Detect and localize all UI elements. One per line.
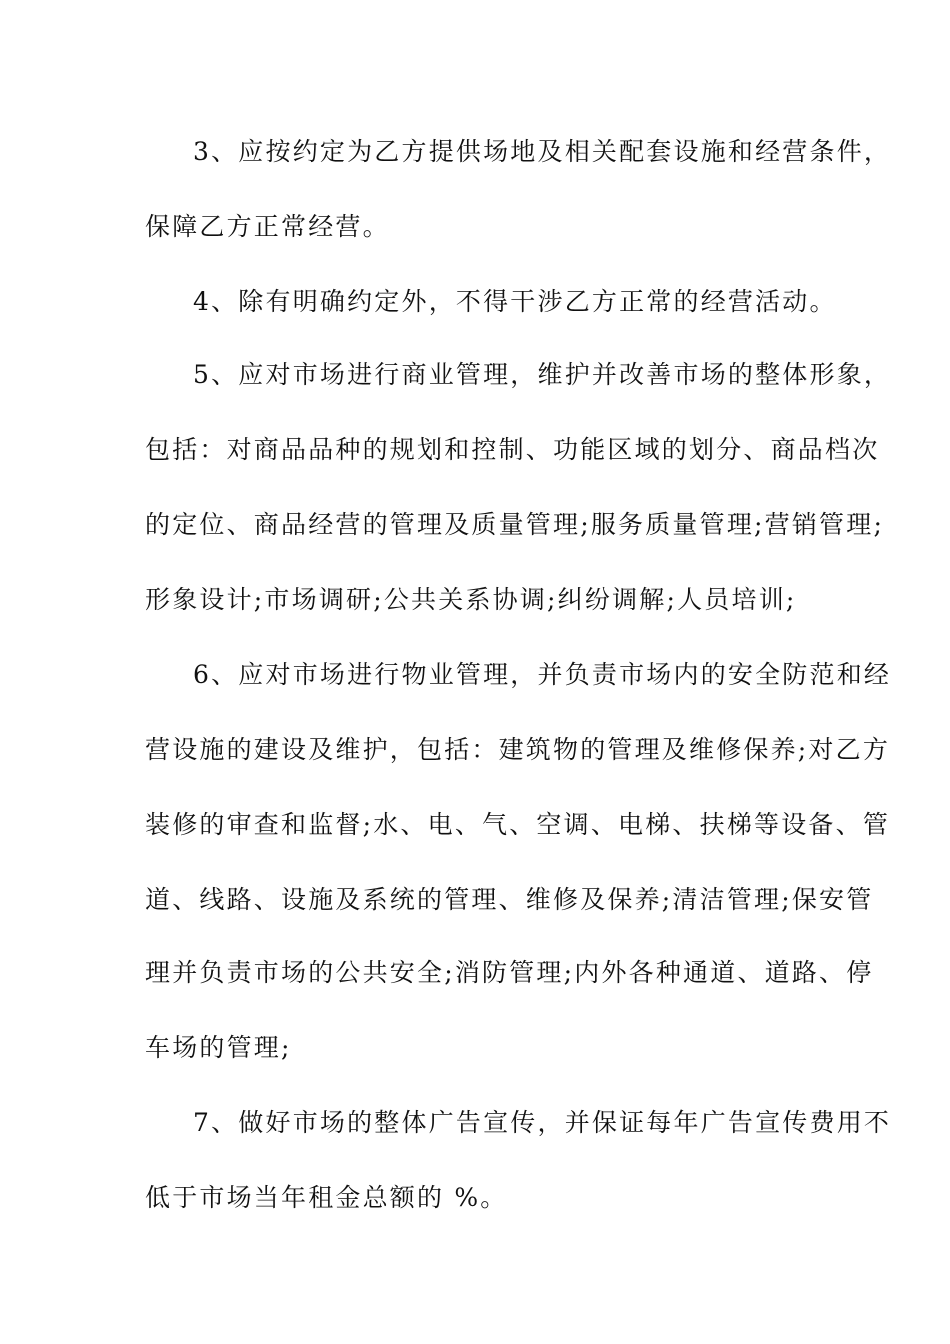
clause-3-line-1: 3、应按约定为乙方提供场地及相关配套设施和经营条件，: [193, 137, 892, 166]
clause-6-line-6: 车场的管理;: [145, 1033, 292, 1062]
clause-5-line-3: 的定位、商品经营的管理及质量管理;服务质量管理;营销管理;: [145, 510, 885, 539]
clause-4-line-1: 4、除有明确约定外，不得干涉乙方正常的经营活动。: [193, 287, 837, 316]
clause-6-line-3: 装修的审查和监督;水、电、气、空调、电梯、扶梯等设备、管: [145, 810, 891, 839]
clause-3-line-2: 保障乙方正常经营。: [145, 212, 390, 241]
clause-6-line-5: 理并负责市场的公共安全;消防管理;内外各种通道、道路、停: [145, 958, 874, 987]
clause-5-line-2: 包括：对商品品种的规划和控制、功能区域的划分、商品档次: [145, 435, 880, 464]
clause-5-line-4: 形象设计;市场调研;公共关系协调;纠纷调解;人员培训;: [145, 585, 797, 614]
clause-7-line-1: 7、做好市场的整体广告宣传，并保证每年广告宣传费用不: [193, 1108, 892, 1137]
clause-6-line-4: 道、线路、设施及系统的管理、维修及保养;清洁管理;保安管: [145, 885, 874, 914]
clause-7-line-2: 低于市场当年租金总额的 %。: [145, 1183, 508, 1212]
clause-6-line-1: 6、应对市场进行物业管理，并负责市场内的安全防范和经: [193, 660, 892, 689]
clause-5-line-1: 5、应对市场进行商业管理，维护并改善市场的整体形象，: [193, 360, 892, 389]
clause-6-line-2: 营设施的建设及维护，包括：建筑物的管理及维修保养;对乙方: [145, 735, 891, 764]
